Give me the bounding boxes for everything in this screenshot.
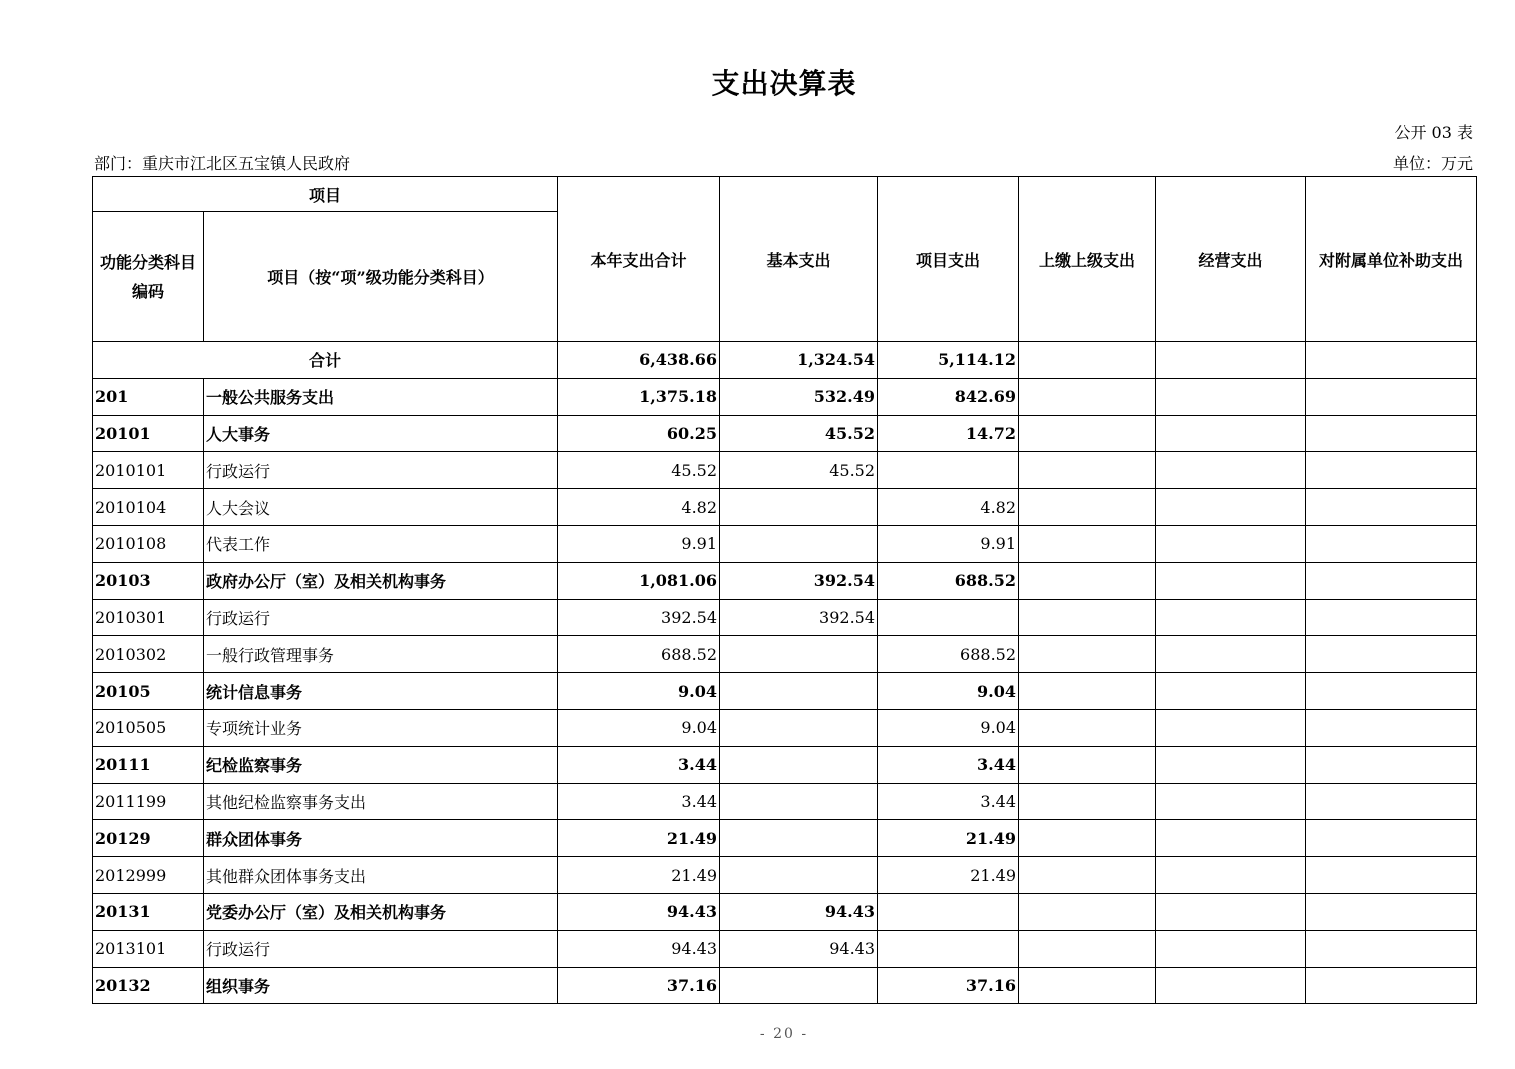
row-project: 4.82	[878, 489, 1019, 526]
department-label: 部门：重庆市江北区五宝镇人民政府	[94, 154, 351, 173]
row-name: 人大会议	[204, 489, 558, 526]
row-code: 20103	[93, 562, 204, 599]
summary-project: 5,114.12	[878, 342, 1019, 379]
row-basic	[720, 636, 878, 673]
row-remit	[1019, 967, 1156, 1004]
row-remit	[1019, 673, 1156, 710]
row-subsidy	[1306, 893, 1477, 930]
row-remit	[1019, 783, 1156, 820]
row-subsidy	[1306, 562, 1477, 599]
row-remit	[1019, 636, 1156, 673]
header-subsidy: 对附属单位补助支出	[1306, 177, 1477, 342]
table-row	[93, 893, 1477, 930]
row-code: 20105	[93, 673, 204, 710]
row-business	[1156, 820, 1306, 857]
row-name: 党委办公厅（室）及相关机构事务	[204, 893, 558, 930]
row-basic	[720, 673, 878, 710]
summary-subsidy	[1306, 342, 1477, 379]
row-total: 37.16	[558, 967, 720, 1004]
row-total: 60.25	[558, 415, 720, 452]
row-total: 94.43	[558, 893, 720, 930]
summary-business	[1156, 342, 1306, 379]
row-basic: 45.52	[720, 452, 878, 489]
row-business	[1156, 783, 1306, 820]
header-code	[93, 212, 204, 342]
row-code: 2012999	[93, 857, 204, 894]
row-code: 2010104	[93, 489, 204, 526]
row-project: 9.04	[878, 709, 1019, 746]
row-remit	[1019, 415, 1156, 452]
row-subsidy	[1306, 820, 1477, 857]
row-project: 9.04	[878, 673, 1019, 710]
table-row	[93, 930, 1477, 967]
row-code: 2010302	[93, 636, 204, 673]
row-code: 2010101	[93, 452, 204, 489]
row-name: 其他群众团体事务支出	[204, 857, 558, 894]
row-business	[1156, 930, 1306, 967]
row-business	[1156, 636, 1306, 673]
row-total: 21.49	[558, 857, 720, 894]
table-row	[93, 673, 1477, 710]
row-business	[1156, 489, 1306, 526]
header-project: 项目	[93, 177, 558, 212]
row-total: 9.91	[558, 525, 720, 562]
row-total: 94.43	[558, 930, 720, 967]
table-row	[93, 636, 1477, 673]
row-name: 群众团体事务	[204, 820, 558, 857]
row-code: 2010505	[93, 709, 204, 746]
header-basic: 基本支出	[720, 177, 878, 342]
row-project: 842.69	[878, 378, 1019, 415]
header-total: 本年支出合计	[558, 177, 720, 342]
row-basic: 45.52	[720, 415, 878, 452]
row-code: 2010301	[93, 599, 204, 636]
table-row	[93, 967, 1477, 1004]
row-remit	[1019, 820, 1156, 857]
row-basic	[720, 525, 878, 562]
table-row	[93, 525, 1477, 562]
row-name: 一般公共服务支出	[204, 378, 558, 415]
page-title: 支出决算表	[711, 67, 857, 100]
table-row	[93, 452, 1477, 489]
row-project: 37.16	[878, 967, 1019, 1004]
summary-row	[93, 342, 1477, 379]
row-project	[878, 893, 1019, 930]
row-remit	[1019, 452, 1156, 489]
row-project	[878, 452, 1019, 489]
page-number: - 20 -	[759, 1026, 809, 1042]
row-subsidy	[1306, 525, 1477, 562]
table-row	[93, 783, 1477, 820]
summary-basic: 1,324.54	[720, 342, 878, 379]
row-subsidy	[1306, 599, 1477, 636]
row-project: 688.52	[878, 636, 1019, 673]
unit-label: 单位：万元	[1392, 154, 1473, 173]
row-remit	[1019, 378, 1156, 415]
row-subsidy	[1306, 378, 1477, 415]
table-row	[93, 709, 1477, 746]
row-total: 3.44	[558, 783, 720, 820]
summary-label: 合计	[93, 342, 558, 379]
row-project: 9.91	[878, 525, 1019, 562]
row-subsidy	[1306, 746, 1477, 783]
row-project: 21.49	[878, 820, 1019, 857]
row-project: 14.72	[878, 415, 1019, 452]
row-remit	[1019, 525, 1156, 562]
row-total: 3.44	[558, 746, 720, 783]
row-total: 21.49	[558, 820, 720, 857]
row-business	[1156, 599, 1306, 636]
table-row	[93, 378, 1477, 415]
row-project: 3.44	[878, 783, 1019, 820]
row-remit	[1019, 930, 1156, 967]
row-basic: 532.49	[720, 378, 878, 415]
row-total: 1,375.18	[558, 378, 720, 415]
row-business	[1156, 525, 1306, 562]
row-subsidy	[1306, 636, 1477, 673]
header-project-expense: 项目支出	[878, 177, 1019, 342]
row-remit	[1019, 746, 1156, 783]
row-subsidy	[1306, 709, 1477, 746]
row-total: 392.54	[558, 599, 720, 636]
row-name: 行政运行	[204, 599, 558, 636]
row-basic	[720, 820, 878, 857]
row-name: 专项统计业务	[204, 709, 558, 746]
row-code: 20131	[93, 893, 204, 930]
row-remit	[1019, 893, 1156, 930]
row-total: 4.82	[558, 489, 720, 526]
row-name: 一般行政管理事务	[204, 636, 558, 673]
row-remit	[1019, 562, 1156, 599]
row-subsidy	[1306, 783, 1477, 820]
row-code: 20132	[93, 967, 204, 1004]
row-subsidy	[1306, 452, 1477, 489]
row-subsidy	[1306, 489, 1477, 526]
row-basic	[720, 746, 878, 783]
row-subsidy	[1306, 415, 1477, 452]
row-basic	[720, 967, 878, 1004]
row-basic: 94.43	[720, 893, 878, 930]
row-name: 政府办公厅（室）及相关机构事务	[204, 562, 558, 599]
row-subsidy	[1306, 967, 1477, 1004]
row-project	[878, 599, 1019, 636]
row-basic	[720, 783, 878, 820]
row-name: 行政运行	[204, 452, 558, 489]
row-project	[878, 930, 1019, 967]
row-business	[1156, 857, 1306, 894]
summary-total: 6,438.66	[558, 342, 720, 379]
row-remit	[1019, 599, 1156, 636]
row-subsidy	[1306, 930, 1477, 967]
row-total: 9.04	[558, 673, 720, 710]
row-code: 2011199	[93, 783, 204, 820]
row-code: 20101	[93, 415, 204, 452]
table-row	[93, 857, 1477, 894]
row-business	[1156, 709, 1306, 746]
table-row	[93, 746, 1477, 783]
table-row	[93, 415, 1477, 452]
row-subsidy	[1306, 857, 1477, 894]
row-code: 2010108	[93, 525, 204, 562]
row-business	[1156, 378, 1306, 415]
row-name: 行政运行	[204, 930, 558, 967]
row-total: 688.52	[558, 636, 720, 673]
row-basic: 94.43	[720, 930, 878, 967]
row-basic	[720, 857, 878, 894]
row-total: 45.52	[558, 452, 720, 489]
table-row	[93, 599, 1477, 636]
row-business	[1156, 562, 1306, 599]
row-business	[1156, 452, 1306, 489]
row-remit	[1019, 857, 1156, 894]
table-row	[93, 820, 1477, 857]
header-remit: 上缴上级支出	[1019, 177, 1156, 342]
row-subsidy	[1306, 673, 1477, 710]
row-name: 统计信息事务	[204, 673, 558, 710]
row-total: 9.04	[558, 709, 720, 746]
table-row	[93, 562, 1477, 599]
row-business	[1156, 893, 1306, 930]
row-basic	[720, 709, 878, 746]
row-code: 201	[93, 378, 204, 415]
form-number: 公开 03 表	[1394, 123, 1473, 142]
table-row	[93, 489, 1477, 526]
row-code: 2013101	[93, 930, 204, 967]
row-basic	[720, 489, 878, 526]
row-business	[1156, 967, 1306, 1004]
row-project: 21.49	[878, 857, 1019, 894]
header-business: 经营支出	[1156, 177, 1306, 342]
row-business	[1156, 673, 1306, 710]
header-item: 项目（按“项”级功能分类科目）	[204, 212, 558, 342]
expenditure-table	[92, 176, 1477, 1004]
row-remit	[1019, 489, 1156, 526]
row-project: 688.52	[878, 562, 1019, 599]
row-business	[1156, 746, 1306, 783]
row-name: 其他纪检监察事务支出	[204, 783, 558, 820]
row-project: 3.44	[878, 746, 1019, 783]
row-name: 组织事务	[204, 967, 558, 1004]
row-name: 纪检监察事务	[204, 746, 558, 783]
row-name: 人大事务	[204, 415, 558, 452]
row-code: 20111	[93, 746, 204, 783]
summary-remit	[1019, 342, 1156, 379]
row-total: 1,081.06	[558, 562, 720, 599]
row-business	[1156, 415, 1306, 452]
header-code-line1: 功能分类科目	[99, 252, 196, 272]
header-code-line2: 编码	[131, 281, 164, 301]
row-remit	[1019, 709, 1156, 746]
row-basic: 392.54	[720, 562, 878, 599]
row-name: 代表工作	[204, 525, 558, 562]
row-code: 20129	[93, 820, 204, 857]
row-basic: 392.54	[720, 599, 878, 636]
